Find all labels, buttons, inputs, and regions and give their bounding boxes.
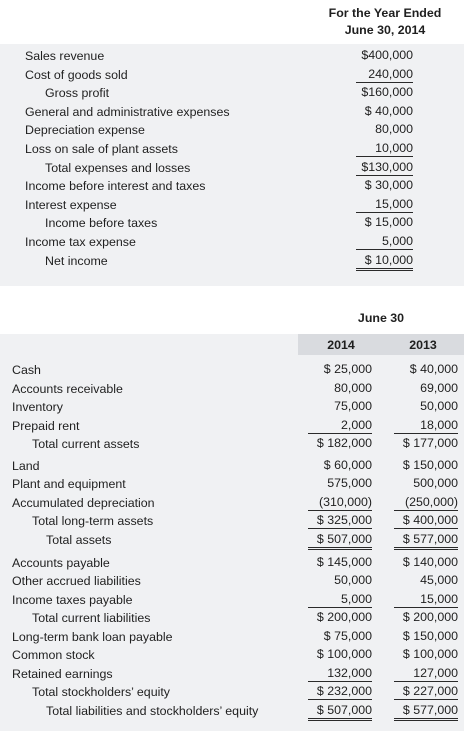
income-statement-row	[0, 67, 464, 84]
income-statement-row-label: Total expenses and losses	[45, 160, 191, 175]
income-statement-row-value: 5,000	[356, 234, 413, 250]
balance-sheet-row	[0, 418, 464, 435]
balance-sheet-value-2013: $ 40,000	[409, 362, 458, 376]
income-statement-row	[0, 122, 464, 139]
balance-sheet-value-2013: 500,000	[413, 476, 458, 491]
income-statement-row-value: $ 30,000	[364, 178, 413, 193]
balance-sheet-value-2014: (310,000)	[308, 495, 372, 511]
balance-sheet-row-label: Total current assets	[32, 437, 140, 452]
income-statement-row-label: Net income	[45, 253, 108, 268]
income-statement-row-label: Depreciation expense	[25, 123, 145, 138]
balance-sheet-row	[0, 666, 464, 683]
income-statement-row	[0, 215, 464, 232]
income-statement-row	[0, 197, 464, 214]
balance-sheet-row	[0, 647, 464, 664]
balance-sheet-value-2013: $ 150,000	[402, 628, 458, 643]
balance-sheet-value-2013: $ 150,000	[402, 457, 458, 472]
balance-sheet-column-2013: 2013	[409, 338, 437, 352]
balance-sheet-value-2013: $ 177,000	[402, 436, 458, 451]
balance-sheet-value-2014: $ 25,000	[323, 362, 372, 376]
balance-sheet-row	[0, 495, 464, 512]
balance-sheet-row-label: Total stockholders’ equity	[32, 685, 170, 700]
balance-sheet-row	[0, 555, 464, 572]
balance-sheet-value-2013: (250,000)	[394, 495, 458, 511]
balance-sheet-row-label: Income taxes payable	[12, 592, 133, 607]
balance-sheet-value-2013: $ 140,000	[402, 554, 458, 569]
balance-sheet-row-label: Accounts payable	[12, 555, 110, 570]
income-statement-row-value: 240,000	[356, 67, 413, 83]
balance-sheet-value-2014: $ 145,000	[316, 554, 372, 569]
balance-sheet-row-label: Total current liabilities	[32, 611, 151, 626]
income-statement-row	[0, 104, 464, 121]
balance-sheet-row	[0, 703, 464, 720]
balance-sheet-row-label: Plant and equipment	[12, 477, 126, 492]
balance-sheet-value-2013: $ 400,000	[394, 513, 458, 529]
balance-sheet-column-2014: 2014	[327, 338, 355, 352]
balance-sheet-value-2013: $ 577,000	[394, 532, 458, 550]
balance-sheet-row	[0, 573, 464, 590]
income-statement-header-date: June 30, 2014	[344, 23, 426, 37]
income-statement-row-label: Income before taxes	[45, 216, 158, 231]
balance-sheet-row	[0, 476, 464, 493]
income-statement-row-label: Income tax expense	[25, 235, 136, 249]
income-statement-row-value: $130,000	[356, 160, 413, 176]
balance-sheet-value-2013: $ 100,000	[402, 647, 458, 662]
balance-sheet-value-2014: 80,000	[334, 380, 372, 395]
income-statement	[0, 0, 464, 286]
balance-sheet-value-2014: 50,000	[334, 573, 372, 588]
income-statement-row	[0, 160, 464, 177]
income-statement-row-label: General and administrative expenses	[25, 104, 230, 119]
income-statement-row-label: Gross profit	[45, 86, 110, 101]
balance-sheet-row	[0, 513, 464, 530]
balance-sheet-row-label: Land	[12, 458, 40, 473]
balance-sheet-value-2014: 575,000	[327, 476, 372, 491]
balance-sheet	[0, 300, 464, 731]
balance-sheet-value-2014: $ 100,000	[316, 647, 372, 662]
balance-sheet-row-label: Total assets	[46, 532, 112, 547]
income-statement-row	[0, 48, 464, 65]
income-statement-row-value: $ 15,000	[364, 215, 413, 230]
income-statement-row-value: 15,000	[356, 197, 413, 213]
balance-sheet-value-2013: 45,000	[420, 573, 458, 588]
income-statement-row-value: $ 40,000	[364, 103, 413, 118]
balance-sheet-value-2014: $ 507,000	[308, 532, 372, 550]
balance-sheet-row	[0, 592, 464, 609]
income-statement-row-value: 10,000	[356, 141, 413, 157]
balance-sheet-row	[0, 629, 464, 646]
balance-sheet-row-label: Other accrued liabilities	[12, 574, 141, 589]
balance-sheet-row	[0, 399, 464, 416]
balance-sheet-value-2013: $ 227,000	[394, 684, 458, 700]
income-statement-row	[0, 141, 464, 158]
balance-sheet-row	[0, 436, 464, 453]
balance-sheet-value-2014: $ 60,000	[323, 457, 372, 472]
income-statement-row-value: $400,000	[361, 48, 413, 62]
balance-sheet-value-2013: $ 577,000	[394, 703, 458, 721]
income-statement-row-label: Sales revenue	[25, 49, 105, 63]
income-statement-row-value: 80,000	[375, 122, 413, 137]
balance-sheet-row	[0, 381, 464, 398]
balance-sheet-row-label: Total long-term assets	[32, 514, 154, 529]
balance-sheet-row	[0, 532, 464, 549]
balance-sheet-value-2014: $ 200,000	[316, 610, 372, 625]
income-statement-row-value: $ 10,000	[356, 253, 413, 271]
balance-sheet-value-2013: $ 200,000	[402, 610, 458, 625]
income-statement-row-label: Interest expense	[25, 197, 117, 212]
balance-sheet-value-2013: 50,000	[420, 399, 458, 414]
income-statement-header-period: For the Year Ended	[328, 6, 442, 20]
balance-sheet-row-label: Accounts receivable	[12, 381, 123, 396]
balance-sheet-row-label: Prepaid rent	[12, 418, 80, 433]
balance-sheet-row-label: Long-term bank loan payable	[12, 629, 173, 644]
balance-sheet-value-2014: 5,000	[308, 592, 372, 608]
balance-sheet-row-label: Inventory	[12, 400, 63, 415]
income-statement-row-label: Income before interest and taxes	[25, 179, 206, 194]
balance-sheet-row-label: Common stock	[12, 648, 95, 663]
balance-sheet-row	[0, 362, 464, 379]
balance-sheet-value-2014: $ 507,000	[308, 703, 372, 721]
balance-sheet-row-label: Cash	[12, 363, 41, 377]
balance-sheet-value-2014: 132,000	[308, 666, 372, 682]
balance-sheet-row	[0, 684, 464, 701]
balance-sheet-value-2014: $ 232,000	[308, 684, 372, 700]
income-statement-row	[0, 253, 464, 270]
balance-sheet-row	[0, 458, 464, 475]
balance-sheet-row-label: Retained earnings	[12, 666, 113, 681]
balance-sheet-value-2014: $ 182,000	[316, 436, 372, 451]
income-statement-row	[0, 234, 464, 251]
balance-sheet-value-2014: $ 75,000	[323, 628, 372, 643]
balance-sheet-value-2013: 127,000	[394, 666, 458, 682]
balance-sheet-row	[0, 610, 464, 627]
balance-sheet-value-2013: 15,000	[394, 592, 458, 608]
balance-sheet-header: June 30	[357, 311, 405, 325]
balance-sheet-value-2014: 2,000	[308, 418, 372, 434]
income-statement-row-value: $160,000	[361, 85, 413, 100]
balance-sheet-row-label: Accumulated depreciation	[12, 495, 155, 510]
balance-sheet-value-2014: 75,000	[334, 399, 372, 414]
balance-sheet-value-2014: $ 325,000	[308, 513, 372, 529]
income-statement-row-label: Cost of goods sold	[25, 67, 128, 82]
balance-sheet-value-2013: 69,000	[420, 380, 458, 395]
income-statement-row-label: Loss on sale of plant assets	[25, 142, 178, 156]
balance-sheet-value-2013: 18,000	[394, 418, 458, 434]
balance-sheet-row-label: Total liabilities and stockholders’ equity	[46, 703, 259, 718]
income-statement-row	[0, 178, 464, 195]
income-statement-row	[0, 85, 464, 102]
